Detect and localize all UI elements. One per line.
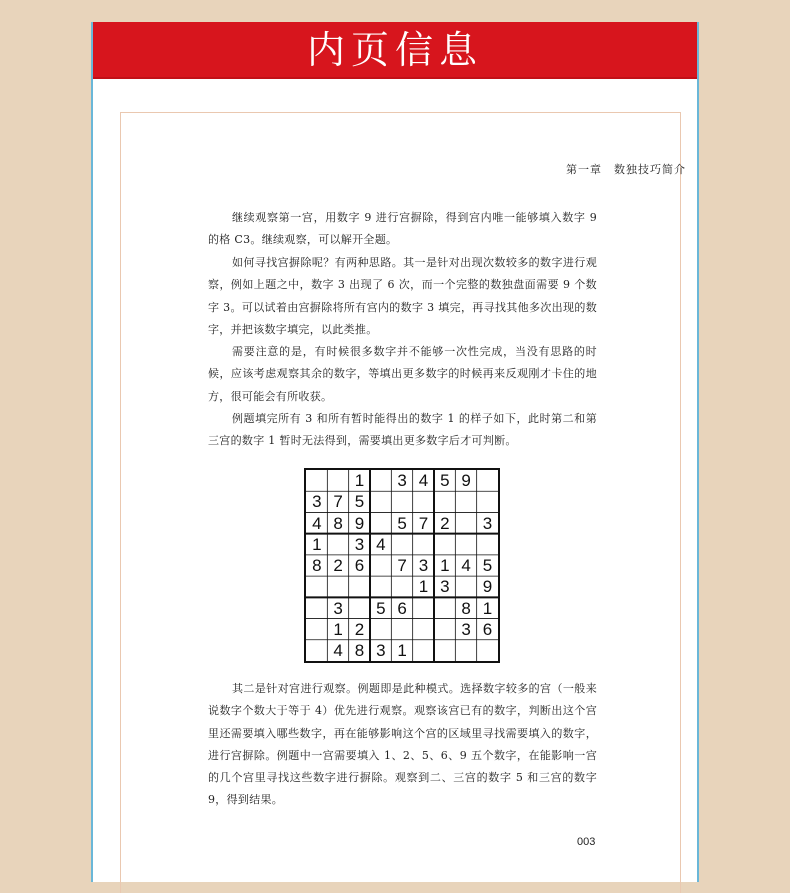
paragraph-4: 例题填完所有 3 和所有暂时能得出的数字 1 的样子如下，此时第二和第三宫的数字 1 暂时无法得到，需要填出更多数字后才可判断。	[208, 412, 597, 448]
sudoku-cell	[434, 640, 456, 662]
sudoku-cell	[391, 491, 413, 513]
sudoku-cell	[434, 597, 456, 619]
sudoku-cell	[413, 619, 435, 641]
sudoku-cell	[477, 534, 499, 556]
sudoku-cell: 8	[312, 556, 322, 576]
sudoku-cell	[477, 640, 499, 662]
sudoku-cell: 9	[354, 513, 365, 533]
sudoku-cell: 3	[354, 534, 365, 554]
sudoku-cell	[349, 597, 371, 619]
sudoku-cell: 7	[333, 492, 343, 512]
paragraph-1: 继续观察第一宫，用数字 9 进行宫摒除，得到宫内唯一能够填入数字 9 的格 C3。继续观察，可以解开全题。	[208, 211, 597, 247]
sudoku-cell: 9	[461, 471, 471, 491]
sudoku-cell: 6	[354, 556, 365, 576]
sudoku-cell	[413, 640, 435, 662]
page-number: 003	[577, 836, 596, 848]
sudoku-cell	[306, 470, 328, 492]
sudoku-cell	[413, 491, 435, 513]
sudoku-cell	[349, 576, 371, 598]
sudoku-cell: 4	[312, 513, 322, 533]
sudoku-cell: 5	[376, 598, 386, 618]
sudoku-cell	[434, 619, 456, 641]
sudoku-cell: 4	[461, 556, 471, 576]
sudoku-cell: 5	[440, 471, 450, 491]
sudoku-cell	[455, 576, 477, 598]
sudoku-cell	[391, 534, 413, 556]
sudoku-cell: 9	[482, 577, 493, 597]
sudoku-cell	[413, 597, 435, 619]
sudoku-cell	[306, 576, 328, 598]
sudoku-cell: 6	[397, 598, 407, 618]
sudoku-cell: 3	[397, 471, 407, 491]
sudoku-cell: 2	[354, 619, 365, 639]
sudoku-cell: 1	[354, 471, 365, 491]
sudoku-cell	[370, 470, 392, 492]
sudoku-cell	[306, 597, 328, 619]
sudoku-cell	[370, 555, 392, 577]
sudoku-cell: 3	[312, 492, 322, 512]
paragraph-2: 如何寻找宫摒除呢？有两种思路。其一是针对出现次数较多的数字进行观察，例如上题之中，数字 3 出现了 6 次，而一个完整的数独盘面需要 9 个数字 3。可以试着由宫摒除将所有宫内的数字 3 填完，再寻找其他多次出现的数字，并把该数字填完，以此类推。	[208, 256, 597, 336]
sudoku-cell: 3	[440, 577, 450, 597]
sudoku-cell: 8	[354, 641, 365, 661]
sudoku-cell: 3	[418, 556, 429, 576]
sudoku-cell	[327, 576, 349, 598]
sudoku-cell	[455, 491, 477, 513]
sudoku-cell	[391, 576, 413, 598]
sudoku-cell	[434, 491, 456, 513]
sudoku-cell: 3	[333, 598, 343, 618]
sudoku-cell	[477, 470, 499, 492]
sudoku-cell: 1	[482, 598, 493, 618]
sudoku-cell: 6	[482, 619, 493, 639]
sudoku-cell	[391, 619, 413, 641]
sudoku-cell: 5	[482, 556, 493, 576]
sudoku-cell: 4	[418, 471, 429, 491]
sudoku-cell: 7	[397, 556, 407, 576]
sudoku-cell	[455, 640, 477, 662]
sudoku-cell: 3	[461, 619, 471, 639]
sudoku-cell: 3	[376, 641, 386, 661]
sudoku-cell: 8	[333, 513, 343, 533]
paragraph-5: 其二是针对宫进行观察。例题即是此种模式。选择数字较多的宫（一般来说数字个数大于等于 4）优先进行观察。观察该宫已有的数字，判断出这个宫里还需要填入哪些数字，再在能够影响这个宫的区域里寻找需要填入的数字，进行宫摒除。例题中一宫需要填入 1、2、5、6、9 五个数字，在能影响一宫的几个宫里寻找这些数字进行摒除。观察到二、三宫的数字 5 和三宫的数字 9，得到结果。	[208, 682, 597, 807]
sudoku-grid	[304, 468, 500, 663]
sudoku-cell: 4	[376, 534, 386, 554]
sudoku-cell: 1	[397, 641, 407, 661]
sudoku-cell	[370, 576, 392, 598]
sudoku-cell: 5	[354, 492, 365, 512]
banner-title: 内页信息	[306, 28, 483, 72]
sudoku-cell	[306, 619, 328, 641]
sudoku-cell: 2	[440, 513, 450, 533]
sudoku-cell	[455, 512, 477, 534]
sudoku-cell: 1	[440, 556, 450, 576]
title-banner	[93, 22, 697, 79]
sudoku-cell	[370, 512, 392, 534]
sudoku-cell: 2	[333, 556, 343, 576]
sudoku-cell	[434, 534, 456, 556]
sudoku-cell	[327, 534, 349, 556]
sudoku-cell	[413, 534, 435, 556]
sudoku-cell	[370, 619, 392, 641]
sudoku-cell: 1	[312, 534, 322, 554]
sudoku-cell	[477, 491, 499, 513]
chapter-header: 第一章 数独技巧简介	[566, 163, 686, 176]
sudoku-cell	[370, 491, 392, 513]
sudoku-cell: 8	[461, 598, 471, 618]
sudoku-cell: 1	[333, 619, 343, 639]
sudoku-cell	[306, 640, 328, 662]
sudoku-cell: 4	[333, 641, 343, 661]
sudoku-cell: 7	[418, 513, 429, 533]
paragraph-3: 需要注意的是，有时候很多数字并不能够一次性完成，当没有思路的时候，应该考虑观察其余的数字，等填出更多数字的时候再来反观刚才卡住的地方，很可能会有所收获。	[208, 345, 597, 403]
sudoku-cell	[455, 534, 477, 556]
sudoku-cell: 3	[482, 513, 493, 533]
sudoku-cell: 1	[418, 577, 429, 597]
sudoku-cell	[327, 470, 349, 492]
sudoku-cell: 5	[397, 513, 407, 533]
